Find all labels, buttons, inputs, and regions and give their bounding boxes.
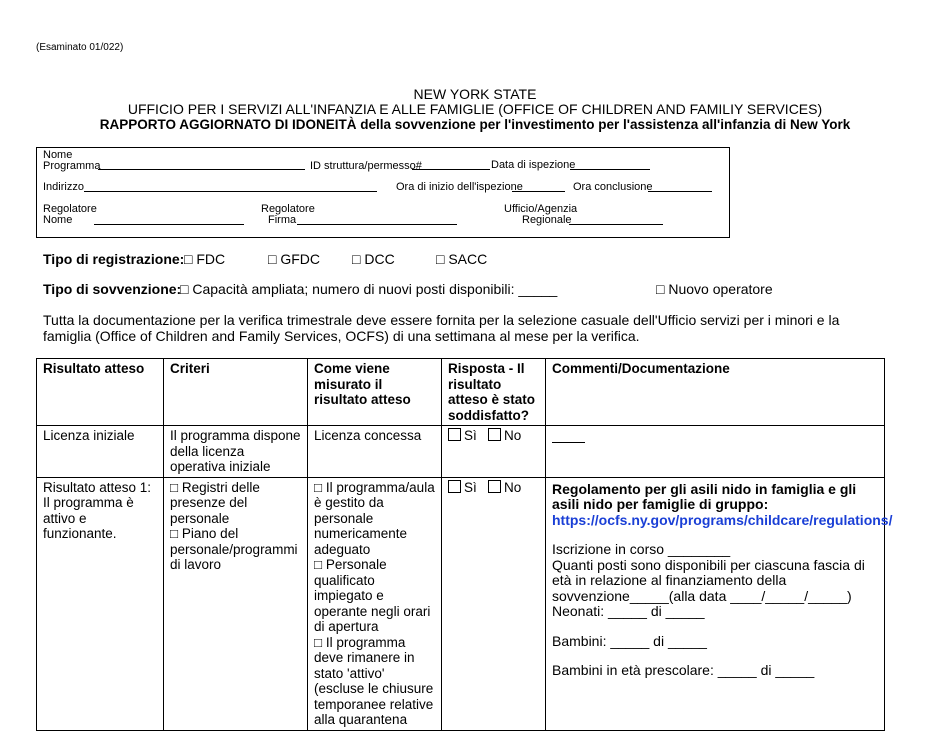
- exam-code: (Esaminato 01/022): [36, 42, 124, 53]
- office-heading: UFFICIO PER I SERVIZI ALL'INFANZIA E ALLE FAMIGLIE (OFFICE OF CHILDREN AND FAMILIY SERVICES): [127, 101, 823, 117]
- end-time-label: Ora conclusione: [573, 181, 653, 193]
- grant-type-label: Tipo di sovvenzione:: [43, 281, 182, 297]
- regional-office-field[interactable]: [569, 213, 663, 225]
- row1-comment-blank[interactable]: [552, 430, 585, 443]
- row2-misura-item-2: □ Personale qualificato impiegato e operante negli orari di apertura: [314, 557, 431, 634]
- regulator-name-field[interactable]: [94, 213, 244, 225]
- row1-risposta: [442, 426, 546, 478]
- program-name-label: Programma: [43, 160, 101, 172]
- table-row: [37, 426, 885, 478]
- enrollment-line: Iscrizione in corso ________: [552, 541, 731, 557]
- address-field[interactable]: [84, 180, 377, 192]
- row1-no-label: No: [504, 428, 522, 443]
- row1-risultato: Licenza iniziale: [37, 426, 164, 478]
- row1-misura: Licenza concessa: [308, 426, 442, 478]
- registration-option-dcc[interactable]: □ DCC: [352, 251, 395, 267]
- registration-option-gfdc[interactable]: □ GFDC: [268, 251, 321, 267]
- row2-risposta: [442, 477, 546, 730]
- regulator-signature-label-top: Regolatore: [261, 203, 315, 215]
- toddlers-line: Bambini: _____ di _____: [552, 632, 707, 649]
- row2-misura: [308, 477, 442, 730]
- registration-type-label: Tipo di registrazione:: [43, 251, 185, 267]
- header-misura: Come viene misurato il risultato atteso: [308, 359, 442, 426]
- regulator-name-label: Nome: [43, 214, 73, 226]
- registration-option-fdc[interactable]: □ FDC: [184, 251, 226, 267]
- row1-no-checkbox[interactable]: [488, 428, 501, 441]
- instructions-line-2: famiglia (Office of Children and Family Services, OCFS) di una settimana al mese per la verifica.: [43, 328, 640, 344]
- available-seats-line: Quanti posti sono disponibili per ciascuna fascia di età in relazione al finanziamento della sovvenzione_____(alla data ____/_____/_____): [552, 556, 865, 604]
- header-risultato: Risultato atteso: [37, 359, 164, 426]
- row2-risultato: Risultato atteso 1: Il programma è attivo e funzionante.: [37, 477, 164, 730]
- row2-criteri-item-2: □ Piano del personale/programmi di lavoro: [170, 526, 298, 572]
- inspection-date-label: Data di ispezione: [491, 159, 576, 171]
- facility-id-label: ID struttura/permesso#: [310, 160, 422, 172]
- row2-criteri-item-1: □ Registri delle presenze del personale: [170, 479, 260, 526]
- program-name-label-top: Nome: [43, 149, 73, 161]
- table-header-row: [37, 359, 885, 426]
- row2-no-label: No: [504, 479, 522, 495]
- row2-yes-checkbox[interactable]: [448, 480, 461, 493]
- row2-misura-item-1: □ Il programma/aula è gestito da personale numericamente adeguato: [314, 479, 435, 557]
- registration-option-sacc[interactable]: □ SACC: [436, 251, 488, 267]
- report-title: [0, 117, 950, 132]
- row2-criteri: [164, 477, 308, 730]
- row2-misura-item-3: □ Il programma deve rimanere in stato 'attivo' (escluse le chiusure temporanee relative alla quarantena: [314, 634, 434, 727]
- table-row: [37, 477, 885, 730]
- regulations-link[interactable]: https://ocfs.ny.gov/programs/childcare/regulations/: [552, 511, 893, 528]
- regulator-label: Regolatore: [43, 203, 97, 215]
- row1-yes-checkbox[interactable]: [448, 428, 461, 441]
- row1-yes-label: Sì: [464, 428, 477, 443]
- row1-commenti[interactable]: [546, 426, 885, 478]
- report-title-bold: RAPPORTO AGGIORNATO DI IDONEITÀ: [99, 117, 357, 132]
- regional-office-label: Regionale: [522, 214, 572, 226]
- row2-yes-label: Sì: [464, 479, 477, 495]
- start-time-label: Ora di inizio dell'ispezione: [396, 181, 523, 193]
- start-time-field[interactable]: [512, 180, 565, 192]
- address-label: Indirizzo: [43, 181, 84, 193]
- row2-no-checkbox[interactable]: [488, 480, 501, 493]
- regulator-signature-field[interactable]: [297, 213, 457, 225]
- grant-option-new-operator[interactable]: □ Nuovo operatore: [656, 281, 773, 297]
- regional-office-label-top: Ufficio/Agenzia: [504, 203, 578, 215]
- row1-criteri: Il programma dispone della licenza operativa iniziale: [164, 426, 308, 478]
- instructions-line-1: Tutta la documentazione per la verifica trimestrale deve essere fornita per la selezione casuale dell'Ufficio servizi per i minori e la: [43, 312, 840, 328]
- regulator-signature-label: Firma: [268, 214, 297, 226]
- header-risposta: Risposta - Il risultato atteso è stato soddisfatto?: [442, 359, 546, 426]
- preschool-line: Bambini in età prescolare: _____ di _____: [552, 662, 815, 678]
- infants-line: Neonati: _____ di _____: [552, 603, 705, 619]
- verification-table: [36, 358, 893, 731]
- facility-id-field[interactable]: [412, 158, 490, 170]
- state-heading: NEW YORK STATE: [413, 86, 537, 102]
- row2-commenti: [546, 477, 893, 730]
- program-name-field[interactable]: [98, 158, 305, 170]
- regulations-heading: Regolamento per gli asili nido in famiglia e gli asili nido per famiglie di gruppo:: [552, 480, 857, 512]
- end-time-field[interactable]: [648, 180, 712, 192]
- grant-option-expanded-capacity[interactable]: □ Capacità ampliata; numero di nuovi posti disponibili: _____: [180, 281, 558, 297]
- header-criteri: Criteri: [164, 359, 308, 426]
- report-title-rest: della sovvenzione per l'investimento per l'assistenza all'infanzia di New York: [356, 117, 851, 132]
- header-commenti: Commenti/Documentazione: [546, 359, 885, 426]
- inspection-date-field[interactable]: [570, 158, 650, 170]
